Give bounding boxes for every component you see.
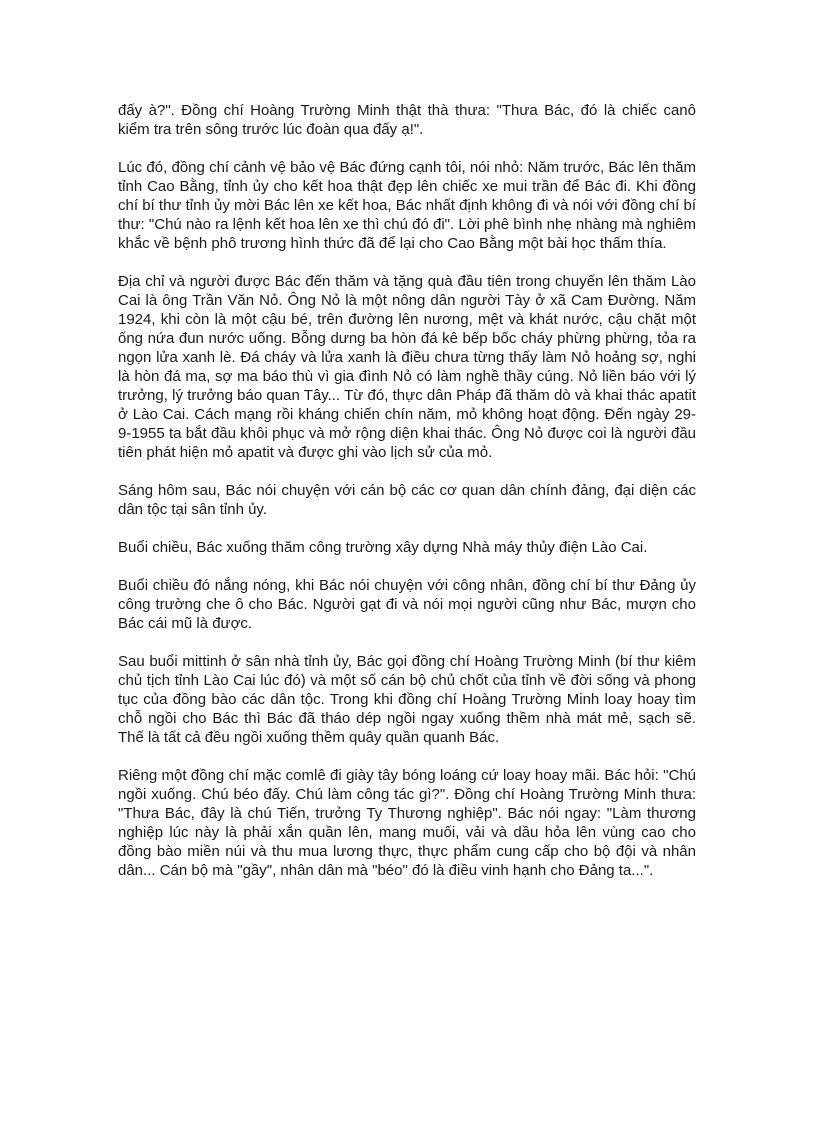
paragraph: Sáng hôm sau, Bác nói chuyện với cán bộ các cơ quan dân chính đảng, đại diện các dân tộc tại sân tỉnh ủy. — [118, 482, 696, 518]
paragraph: Buổi chiều đó nắng nóng, khi Bác nói chuyện với công nhân, đồng chí bí thư Đảng ủy công trường che ô cho Bác. Người gạt đi và nói mọi người cũng như Bác, mượn cho Bác cái mũ là được. — [118, 577, 696, 632]
paragraph: đấy à?". Đồng chí Hoàng Trường Minh thật thà thưa: "Thưa Bác, đó là chiếc canô kiểm tra trên sông trước lúc đoàn qua đấy ạ!". — [118, 102, 696, 138]
paragraph: Sau buổi mittinh ở sân nhà tỉnh ủy, Bác gọi đồng chí Hoàng Trường Minh (bí thư kiêm chủ tịch tỉnh Lào Cai lúc đó) và một số cán bộ chủ chốt của tỉnh về đời sống và phong tục của đồng bào các dân tộc. Trong khi đồng chí Hoàng Trường Minh loay hoay tìm chỗ ngồi cho Bác thì Bác đã tháo dép ngồi ngay xuống thềm nhà mát mẻ, sạch sẽ. Thế là tất cả đều ngồi xuống thềm quây quần quanh Bác. — [118, 653, 696, 746]
paragraph: Địa chỉ và người được Bác đến thăm và tặng quà đầu tiên trong chuyến lên thăm Lào Cai là ông Trần Văn Nỏ. Ông Nỏ là một nông dân người Tày ở xã Cam Đường. Năm 1924, khi còn là một cậu bé, trên đường lên nương, mệt và khát nước, cậu chặt một ống nứa đun nước uống. Bỗng dưng ba hòn đá kê bếp bốc cháy phừng phừng, tỏa ra ngọn lửa xanh lè. Đá cháy và lửa xanh là điều chưa từng thấy làm Nỏ hoảng sợ, nghi là hòn đá ma, sợ ma báo thù vì gia đình Nỏ có làm nghề thầy cúng. Nỏ liền báo với lý trưởng, lý trưởng báo quan Tây... Từ đó, thực dân Pháp đã thăm dò và khai thác apatit ở Lào Cai. Cách mạng rồi kháng chiến chín năm, mỏ không hoạt động. Đến ngày 29-9-1955 ta bắt đầu khôi phục và mở rộng diện khai thác. Ông Nỏ được coi là người đầu tiên phát hiện mỏ apatit và được ghi vào lịch sử của mỏ. — [118, 273, 696, 461]
paragraph: Buổi chiều, Bác xuống thăm công trường xây dựng Nhà máy thủy điện Lào Cai. — [118, 539, 648, 556]
paragraph: Lúc đó, đồng chí cảnh vệ bảo vệ Bác đứng cạnh tôi, nói nhỏ: Năm trước, Bác lên thăm tỉnh Cao Bằng, tỉnh ủy cho kết hoa thật đẹp lên chiếc xe mui trần để Bác đi. Khi đồng chí bí thư tỉnh ủy mời Bác lên xe kết hoa, Bác nhất định không đi và nói với đồng chí bí thư: "Chú nào ra lệnh kết hoa lên xe thì chú đó đi". Lời phê bình nhẹ nhàng mà nghiêm khắc về bệnh phô trương hình thức đã để lại cho Cao Bằng một bài học thấm thía. — [118, 159, 696, 252]
paragraph: Riêng một đồng chí mặc comlê đi giày tây bóng loáng cứ loay hoay mãi. Bác hỏi: "Chú ngồi xuống. Chú béo đấy. Chú làm công tác gì?". Đồng chí Hoàng Trường Minh thưa: "Thưa Bác, đây là chú Tiến, trưởng Ty Thương nghiệp". Bác nói ngay: "Làm thương nghiệp lúc này là phải xắn quần lên, mang muối, vải và dầu hỏa lên vùng cao cho đồng bào miền núi và thu mua lương thực, thực phẩm cung cấp cho bộ đội và nhân dân... Cán bộ mà "gầy", nhân dân mà "béo" đó là điều vinh hạnh cho Đảng ta...". — [118, 767, 696, 879]
document-body — [118, 101, 696, 899]
